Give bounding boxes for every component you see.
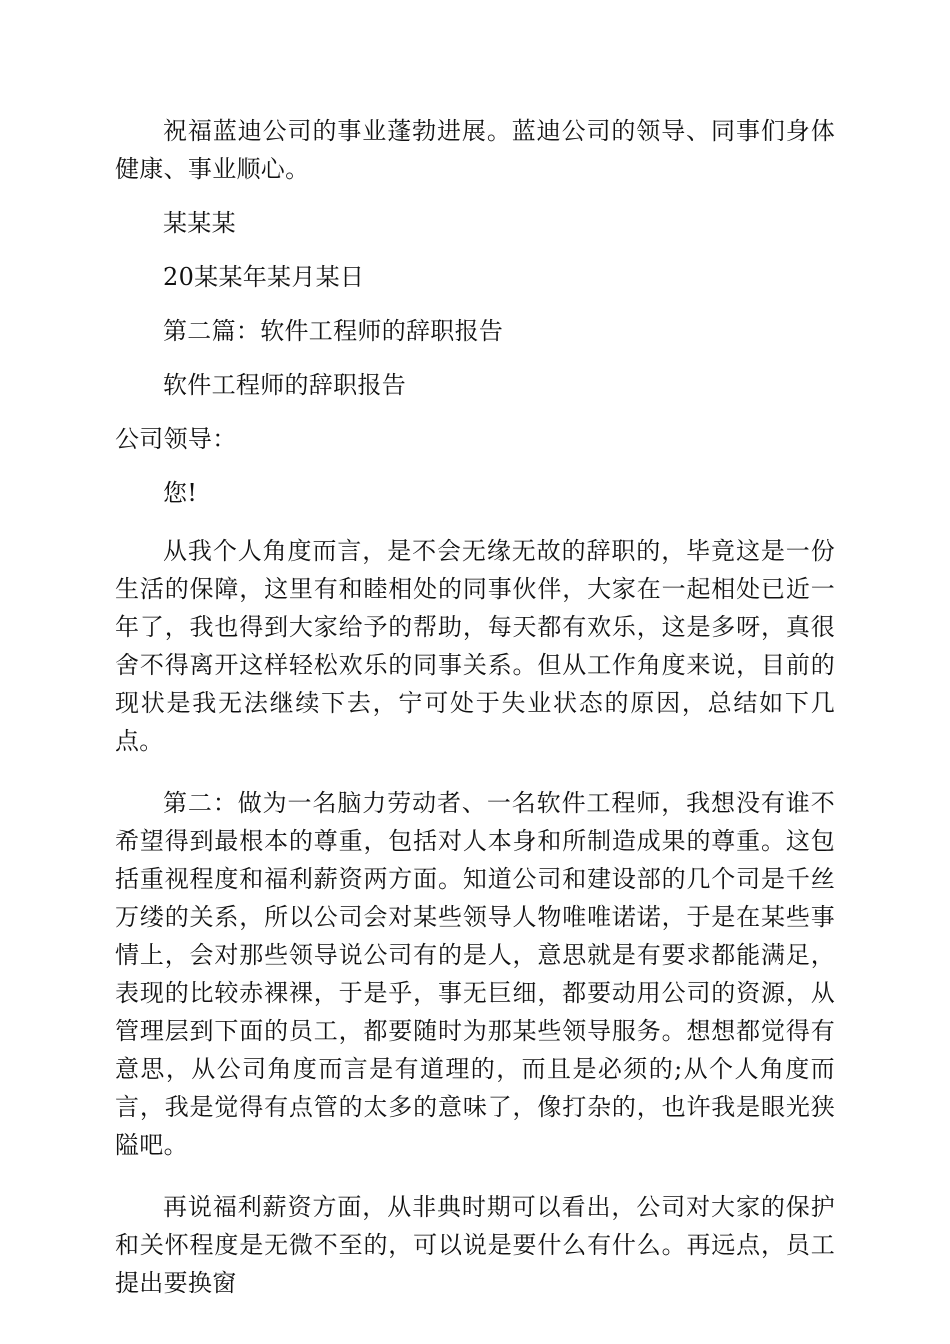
report-title: 软件工程师的辞职报告 [163, 371, 406, 399]
body-paragraph-1: 从我个人角度而言，是不会无缘无故的辞职的，毕竟这是一份生活的保障，这里有和睦相处的同事伙伴，大家在一起相处已近一年了，我也得到大家给予的帮助，每天都有欢乐，这是多呀，真很舍不得离开这样轻松欢乐的同事关系。但从工作角度来说，目前的现状是我无法继续下去，宁可处于失业状态的原因，总结如下几点。 [115, 537, 835, 755]
document-page [115, 112, 835, 1302]
body-paragraph-3: 再说福利薪资方面，从非典时期可以看出，公司对大家的保护和关怀程度是无微不至的，可以说是要什么有什么。再远点，员工提出要换窗 [115, 1193, 835, 1297]
signature-name: 某某某 [163, 209, 236, 237]
greeting: 您! [163, 479, 198, 507]
salutation: 公司领导： [115, 425, 237, 453]
section-heading: 第二篇：软件工程师的辞职报告 [163, 317, 504, 345]
body-paragraph-2: 第二：做为一名脑力劳动者、一名软件工程师，我想没有谁不希望得到最根本的尊重，包括对人本身和所制造成果的尊重。这包括重视程度和福利薪资两方面。知道公司和建设部的几个司是千丝万缕的关系，所以公司会对某些领导人物唯唯诺诺，于是在某些事情上，会对那些领导说公司有的是人，意思就是有要求都能满足，表现的比较赤裸裸，于是乎，事无巨细，都要动用公司的资源，从管理层到下面的员工，都要随时为那某些领导服务。想想都觉得有意思，从公司角度而言是有道理的，而且是必须的;从个人角度而言，我是觉得有点管的太多的意味了，像打杂的，也许我是眼光狭隘吧。 [115, 789, 835, 1159]
closing-wish-paragraph: 祝福蓝迪公司的事业蓬勃进展。蓝迪公司的领导、同事们身体健康、事业顺心。 [115, 117, 835, 183]
signature-date: 20某某年某月某日 [163, 263, 365, 291]
